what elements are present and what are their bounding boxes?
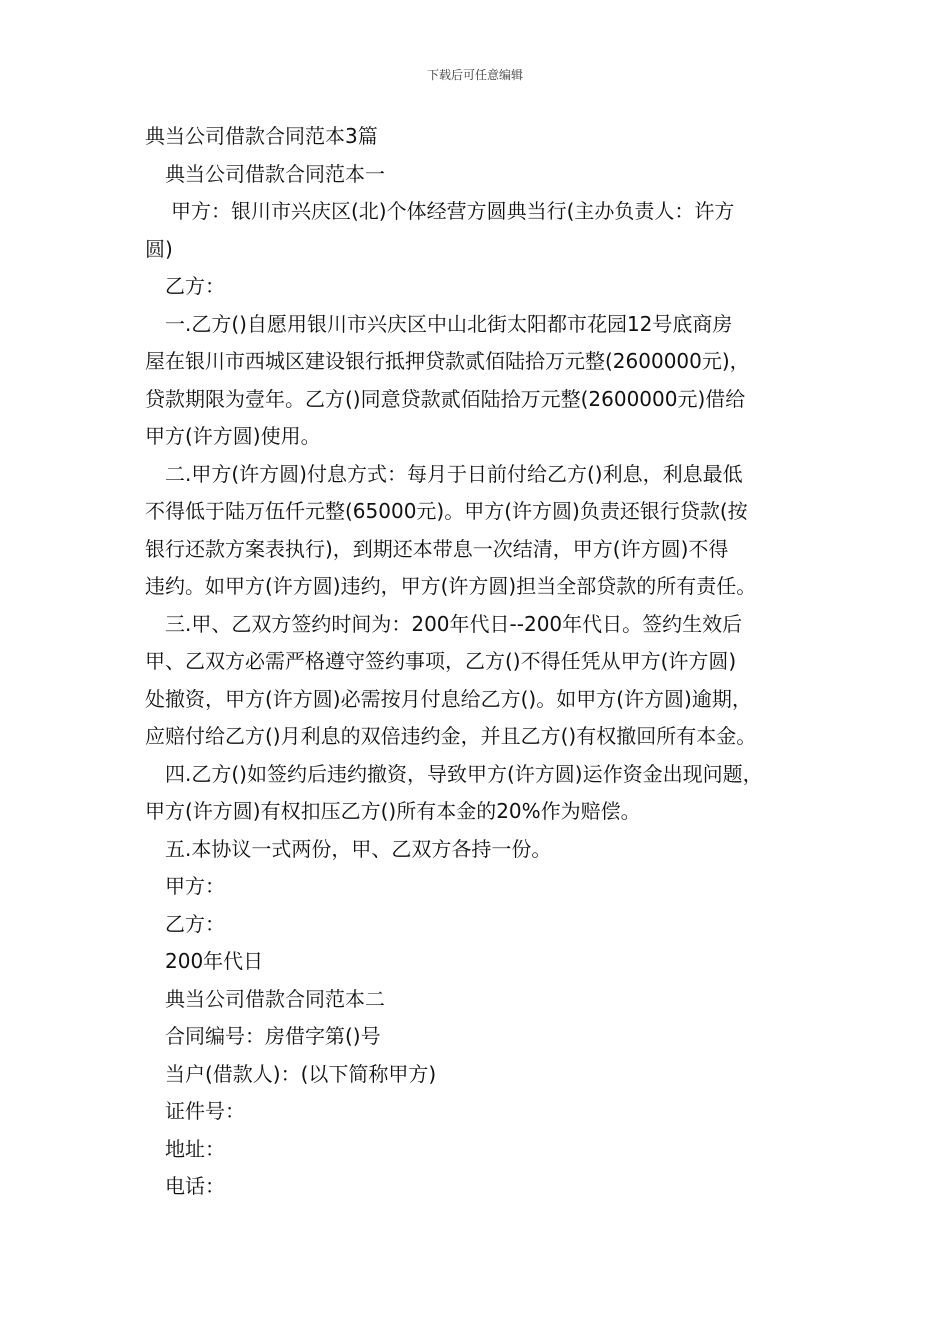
signature-party-b: 乙方：: [165, 911, 225, 936]
clause-1-line: 贷款期限为壹年。乙方()同意贷款贰佰陆拾万元整(2600000元)借给: [145, 386, 746, 411]
page-header-note: 下载后可任意编辑: [426, 68, 523, 82]
clause-1-line: 一.乙方()自愿用银川市兴庆区中山北街太阳都市花园12号底商房: [165, 311, 733, 336]
clause-1-line: 甲方(许方圆)使用。: [145, 424, 321, 448]
document-title: 典当公司借款合同范本3篇: [145, 124, 378, 148]
signature-party-a: 甲方：: [165, 874, 225, 898]
signature-date: 200年代日: [165, 949, 264, 973]
contract-number: 合同编号：房借字第()号: [165, 1024, 381, 1048]
clause-3-line: 处撤资，甲方(许方圆)必需按月付息给乙方()。如甲方(许方圆)逾期，: [145, 686, 752, 711]
clause-1-line: 屋在银川市西城区建设银行抵押贷款贰佰陆拾万元整(2600000元)，: [145, 349, 750, 373]
party-b-line: 乙方：: [165, 274, 225, 298]
clause-4-line: 四.乙方()如签约后违约撤资，导致甲方(许方圆)运作资金出现问题，: [165, 761, 763, 786]
address-line: 地址：: [165, 1136, 225, 1161]
section-title-1: 典当公司借款合同范本一: [165, 161, 385, 186]
id-number-line: 证件号：: [165, 1099, 245, 1123]
clause-2-line: 违约。如甲方(许方圆)违约，甲方(许方圆)担当全部贷款的所有责任。: [145, 574, 757, 598]
clause-5-line: 五.本协议一式两份，甲、乙双方各持一份。: [165, 836, 552, 861]
clause-4-line: 甲方(许方圆)有权扣压乙方()所有本金的20%作为赔偿。: [145, 799, 641, 823]
clause-2-line: 银行还款方案表执行)，到期还本带息一次结清，甲方(许方圆)不得: [145, 536, 729, 561]
clause-3-line: 三.甲、乙双方签约时间为：200年代日--200年代日。签约生效后: [165, 611, 743, 636]
clause-3-line: 甲、乙双方必需严格遵守签约事项，乙方()不得任凭从甲方(许方圆): [145, 649, 737, 673]
party-a-line: 甲方：银川市兴庆区(北)个体经营方圆典当行(主办负责人：许方: [171, 199, 735, 223]
party-a-line-cont: 圆): [145, 236, 173, 261]
section-title-2: 典当公司借款合同范本二: [165, 986, 385, 1011]
clause-2-line: 二.甲方(许方圆)付息方式：每月于日前付给乙方()利息，利息最低: [165, 461, 743, 486]
clause-3-line: 应赔付给乙方()月利息的双倍违约金，并且乙方()有权撤回所有本金。: [145, 724, 757, 748]
clause-2-line: 不得低于陆万伍仟元整(65000元)。甲方(许方圆)负责还银行贷款(按: [145, 499, 748, 523]
phone-line: 电话：: [165, 1174, 225, 1198]
borrower-line: 当户(借款人)：(以下简称甲方): [165, 1061, 437, 1086]
document-body: [145, 118, 810, 1206]
